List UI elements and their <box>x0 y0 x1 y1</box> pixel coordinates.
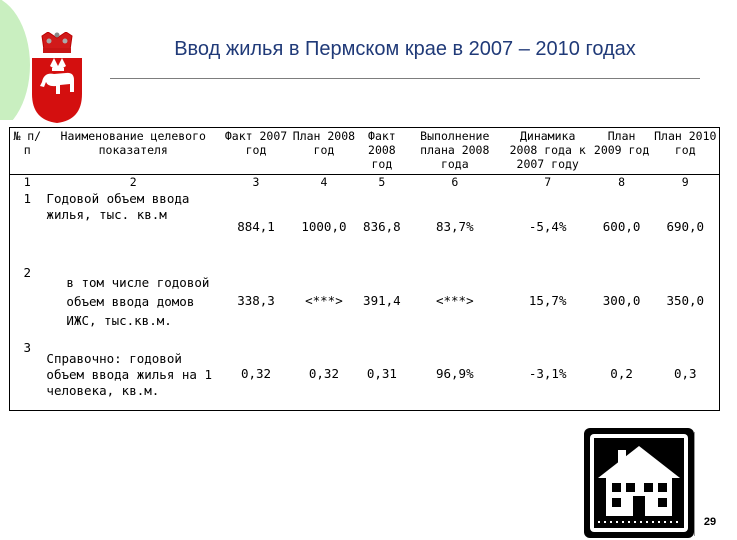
column-number: 9 <box>652 175 720 190</box>
title-divider <box>110 78 700 79</box>
perm-krai-coat-of-arms-icon <box>30 32 84 124</box>
column-number: 7 <box>504 175 592 190</box>
header-row <box>10 128 720 175</box>
row-value: 96,9% <box>435 366 474 382</box>
column-number: 4 <box>290 175 358 190</box>
header-cell: Факт 2008 год <box>368 129 396 171</box>
column-number: 1 <box>10 175 45 190</box>
row-value: 1000,0 <box>301 218 347 234</box>
row-value: 836,8 <box>363 218 401 234</box>
housing-table <box>9 127 720 411</box>
header-cell: План 2010 год <box>654 129 717 157</box>
table-row <box>10 263 720 338</box>
row-value: <***> <box>305 293 343 308</box>
column-number: 2 <box>44 175 222 190</box>
header-cell: Наименование целевого показателя <box>60 129 206 157</box>
row-value: -3,1% <box>528 366 567 382</box>
decorative-green-circle <box>0 0 30 135</box>
row-value: <***> <box>435 293 474 308</box>
header-cell: Факт 2007 год <box>224 129 288 157</box>
column-number: 6 <box>406 175 504 190</box>
header-cell: Выполнение плана 2008 года <box>420 129 490 171</box>
row-value: 83,7% <box>435 218 474 234</box>
row-value: 0,32 <box>240 366 272 382</box>
row-name: Годовой объем ввода жилья, тыс. кв.м <box>46 191 190 222</box>
row-name: в том числе годовой объем ввода домов ИЖС, тыс.кв.м. <box>66 275 210 328</box>
row-value: 0,3 <box>673 366 697 382</box>
row-value: 600,0 <box>602 218 641 234</box>
row-value: 391,4 <box>363 293 401 308</box>
page-number: 29 <box>703 516 717 528</box>
row-number: 1 <box>23 191 31 206</box>
row-value: 0,31 <box>366 366 397 382</box>
column-number: 8 <box>592 175 652 190</box>
house-icon <box>584 428 694 538</box>
row-value: 15,7% <box>528 293 567 308</box>
table-row <box>10 338 720 410</box>
column-number: 3 <box>222 175 290 190</box>
row-value: 0,32 <box>308 366 339 382</box>
column-number-row <box>10 175 720 190</box>
row-value: 0,2 <box>610 366 633 382</box>
row-value: 884,1 <box>237 218 275 234</box>
header-cell: № п/п <box>13 129 42 157</box>
header-cell: План 2009 год <box>593 129 650 157</box>
row-number: 3 <box>23 340 31 355</box>
row-number: 2 <box>23 265 31 280</box>
row-name: Справочно: годовой объем ввода жилья на 1 человека, кв.м. <box>46 350 212 398</box>
row-value: 338,3 <box>237 293 275 308</box>
column-number: 5 <box>358 175 406 190</box>
table-row <box>10 189 720 263</box>
header-cell: Динамика 2008 года к 2007 году <box>509 129 586 171</box>
row-value: 350,0 <box>666 293 705 308</box>
page-title: Ввод жилья в Пермском крае в 2007 – 2010 годах <box>174 38 636 60</box>
row-value: 690,0 <box>666 218 705 234</box>
header-cell: План 2008 год <box>292 129 356 157</box>
row-value: -5,4% <box>528 218 567 234</box>
row-value: 300,0 <box>602 293 641 308</box>
